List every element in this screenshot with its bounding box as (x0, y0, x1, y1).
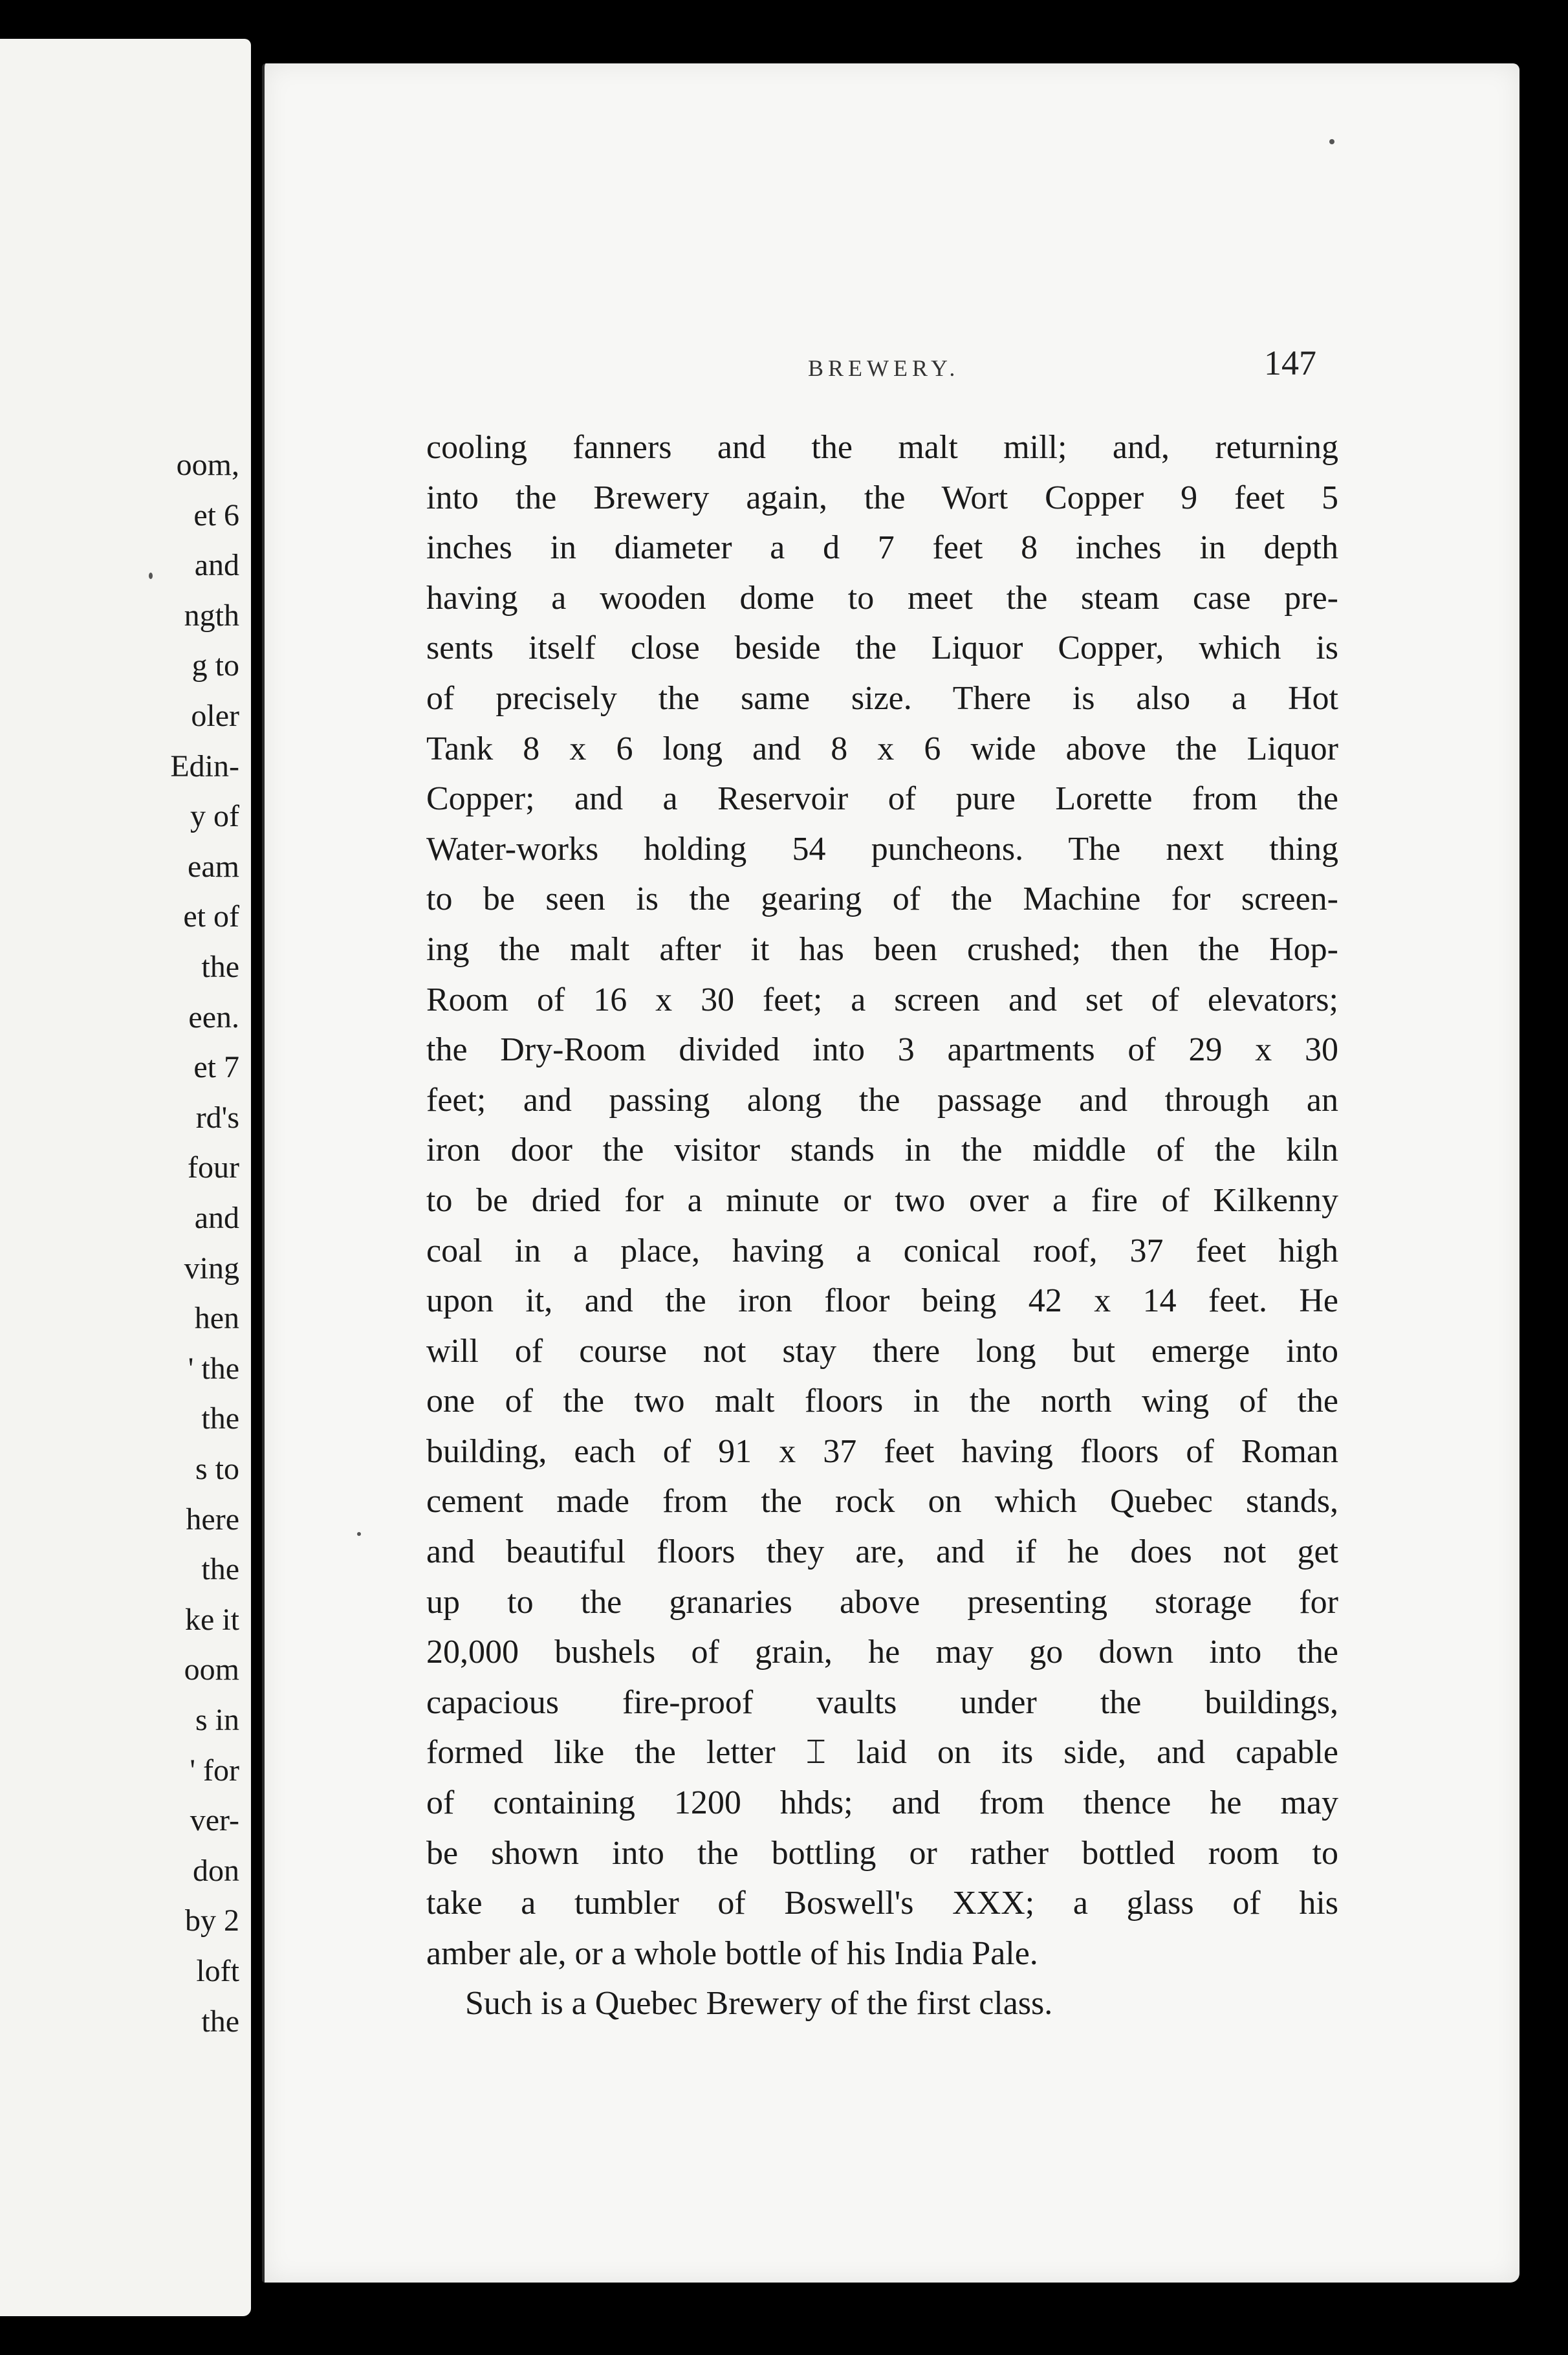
text-line: of precisely the same size. There is also a Hot (426, 679, 1338, 717)
facing-page-line: here (186, 1502, 239, 1537)
facing-page-line: g to (191, 648, 239, 683)
facing-page-line: Edin- (170, 749, 239, 783)
facing-page-line: et 7 (193, 1050, 239, 1085)
body-text (426, 422, 1338, 2029)
facing-page-line: ' the (188, 1351, 239, 1386)
ink-speck (1329, 139, 1334, 144)
text-line: formed like the letter ⌶ laid on its side, and capable (426, 1734, 1338, 1771)
text-line: capacious fire-proof vaults under the buildings, (426, 1683, 1338, 1721)
text-line: the Dry-Room divided into 3 apartments of 29 x 30 (426, 1031, 1338, 1069)
facing-page-line: oom (184, 1652, 239, 1687)
text-line: upon it, and the iron floor being 42 x 14 feet. He (426, 1282, 1338, 1320)
facing-page-line: s to (195, 1452, 239, 1486)
facing-page-line: een. (188, 1000, 239, 1035)
facing-page-line: hen (194, 1301, 239, 1336)
facing-page-line: by 2 (185, 1903, 239, 1938)
text-line: and beautiful floors they are, and if he does not get (426, 1533, 1338, 1571)
facing-page-line: loft (196, 1954, 239, 1988)
book-page (262, 63, 1519, 2283)
text-line: Copper; and a Reservoir of pure Lorette from the (426, 780, 1338, 818)
text-line: to be seen is the gearing of the Machine for screen- (426, 881, 1338, 918)
text-line: take a tumbler of Boswell's XXX; a glass of his (426, 1885, 1338, 1922)
facing-page (0, 39, 251, 2316)
text-line: iron door the visitor stands in the middle of the kiln (426, 1132, 1338, 1169)
facing-page-line: ke it (185, 1602, 239, 1637)
facing-page-line: the (201, 1552, 239, 1587)
text-line: one of the two malt floors in the north wing of the (426, 1383, 1338, 1420)
facing-page-line: et 6 (193, 498, 239, 532)
text-line: coal in a place, having a conical roof, 37 feet high (426, 1232, 1338, 1269)
text-line: sents itself close beside the Liquor Copper, which is (426, 630, 1338, 667)
text-line: cement made from the rock on which Quebec stands, (426, 1483, 1338, 1520)
text-line: up to the granaries above presenting storage for (426, 1583, 1338, 1621)
facing-page-line: rd's (195, 1100, 239, 1135)
text-line: into the Brewery again, the Wort Copper 9 feet 5 (426, 479, 1338, 516)
facing-page-line: the (201, 950, 239, 984)
text-line: Water-works holding 54 puncheons. The next thing (426, 830, 1338, 868)
facing-page-line: s in (195, 1703, 239, 1737)
text-line: having a wooden dome to meet the steam case pre- (426, 579, 1338, 617)
facing-page-line: the (201, 1401, 239, 1436)
text-line: cooling fanners and the malt mill; and, returning (426, 429, 1338, 466)
text-line: Room of 16 x 30 feet; a screen and set of elevators; (426, 981, 1338, 1018)
text-line: to be dried for a minute or two over a fire of Kilkenny (426, 1181, 1338, 1219)
facing-page-line: eam (188, 849, 239, 884)
text-line: be shown into the bottling or rather bottled room to (426, 1834, 1338, 1872)
facing-page-line: ver- (190, 1803, 239, 1838)
facing-page-line: oler (191, 699, 239, 733)
facing-page-line: et of (183, 899, 239, 934)
page-number: 147 (1264, 344, 1316, 382)
facing-page-line: the (201, 2004, 239, 2039)
text-line: 20,000 bushels of grain, he may go down into the (426, 1634, 1338, 1671)
text-line: Tank 8 x 6 long and 8 x 6 wide above the Liquor (426, 730, 1338, 767)
text-line: will of course not stay there long but emerge into (426, 1332, 1338, 1370)
facing-page-line: oom, (176, 448, 239, 482)
facing-page-line: don (193, 1853, 239, 1888)
text-line: inches in diameter a d 7 feet 8 inches in depth (426, 529, 1338, 567)
page-header (265, 343, 1519, 395)
ink-speck (357, 1532, 361, 1536)
facing-page-line: y of (190, 799, 239, 834)
text-line: building, each of 91 x 37 feet having floors of Roman (426, 1432, 1338, 1470)
facing-page-line: and (194, 548, 239, 583)
facing-page-line: ngth (184, 598, 239, 633)
text-line: amber ale, or a whole bottle of his India Pale. (426, 1934, 1038, 1972)
facing-page-line: four (188, 1150, 239, 1185)
facing-page-line: ' for (190, 1753, 239, 1788)
ink-speck (149, 573, 153, 579)
running-head: BREWERY. (808, 355, 960, 381)
facing-page-line: and (194, 1201, 239, 1235)
text-line: of containing 1200 hhds; and from thence he may (426, 1784, 1338, 1822)
text-line: ing the malt after it has been crushed; then the Hop- (426, 930, 1338, 968)
closing-line: Such is a Quebec Brewery of the first class. (465, 1985, 1053, 2022)
text-line: feet; and passing along the passage and through an (426, 1081, 1338, 1119)
facing-page-line: ving (184, 1251, 239, 1286)
